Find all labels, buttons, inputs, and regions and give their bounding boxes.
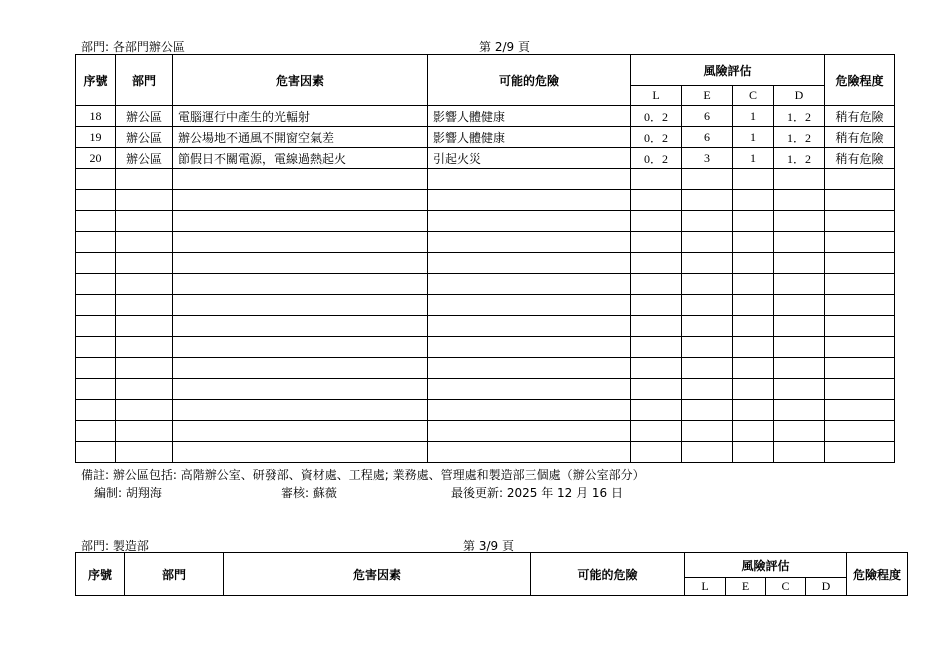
empty-cell bbox=[682, 253, 733, 274]
empty-cell bbox=[631, 211, 682, 232]
empty-cell bbox=[116, 316, 173, 337]
header-risk-evaluation: 風險評估 bbox=[685, 553, 847, 578]
empty-cell bbox=[76, 358, 116, 379]
note-text: 備註: 辦公區包括: 高階辦公室、研發部、資材處、工程處; 業務處、管理處和製造部三個處（辦公室部分） bbox=[81, 468, 645, 482]
cell-possible-risk: 引起火災 bbox=[428, 148, 631, 169]
empty-cell bbox=[173, 253, 428, 274]
empty-cell bbox=[733, 253, 774, 274]
table-row bbox=[76, 127, 895, 148]
empty-cell bbox=[631, 253, 682, 274]
empty-cell bbox=[733, 316, 774, 337]
empty-cell bbox=[825, 190, 895, 211]
empty-cell bbox=[116, 232, 173, 253]
header-e: E bbox=[682, 86, 733, 106]
empty-cell bbox=[825, 337, 895, 358]
empty-cell bbox=[774, 253, 825, 274]
header-l: L bbox=[631, 86, 682, 106]
reviewer-label: 審核: 蘇薇 bbox=[281, 486, 337, 500]
empty-cell bbox=[428, 232, 631, 253]
empty-cell bbox=[428, 379, 631, 400]
empty-cell bbox=[428, 211, 631, 232]
empty-row bbox=[76, 400, 895, 421]
empty-cell bbox=[774, 190, 825, 211]
empty-cell bbox=[733, 379, 774, 400]
empty-cell bbox=[774, 400, 825, 421]
empty-cell bbox=[631, 274, 682, 295]
empty-cell bbox=[682, 232, 733, 253]
empty-row bbox=[76, 316, 895, 337]
cell-risk-level: 稍有危險 bbox=[825, 106, 895, 127]
empty-cell bbox=[682, 211, 733, 232]
empty-cell bbox=[774, 232, 825, 253]
cell-d: 1．2 bbox=[774, 148, 825, 169]
cell-hazard: 辦公場地不通風不開窗空氣差 bbox=[173, 127, 428, 148]
header-possible-risk: 可能的危險 bbox=[428, 55, 631, 106]
empty-cell bbox=[682, 316, 733, 337]
empty-cell bbox=[76, 253, 116, 274]
header-l: L bbox=[685, 578, 726, 596]
empty-cell bbox=[631, 379, 682, 400]
empty-cell bbox=[428, 337, 631, 358]
empty-cell bbox=[173, 337, 428, 358]
empty-cell bbox=[428, 169, 631, 190]
empty-cell bbox=[76, 379, 116, 400]
empty-cell bbox=[825, 421, 895, 442]
cell-e: 6 bbox=[682, 127, 733, 148]
cell-hazard: 電腦運行中產生的光輻射 bbox=[173, 106, 428, 127]
empty-cell bbox=[825, 211, 895, 232]
empty-cell bbox=[76, 274, 116, 295]
empty-cell bbox=[428, 253, 631, 274]
cell-possible-risk: 影響人體健康 bbox=[428, 106, 631, 127]
cell-department: 辦公區 bbox=[116, 148, 173, 169]
empty-cell bbox=[173, 169, 428, 190]
empty-cell bbox=[631, 358, 682, 379]
empty-cell bbox=[116, 190, 173, 211]
empty-cell bbox=[825, 274, 895, 295]
empty-cell bbox=[428, 400, 631, 421]
header-c: C bbox=[733, 86, 774, 106]
empty-cell bbox=[825, 442, 895, 463]
empty-row bbox=[76, 232, 895, 253]
empty-cell bbox=[173, 442, 428, 463]
header-seq: 序號 bbox=[76, 55, 116, 106]
empty-row bbox=[76, 337, 895, 358]
empty-cell bbox=[733, 211, 774, 232]
empty-cell bbox=[116, 211, 173, 232]
empty-cell bbox=[116, 358, 173, 379]
empty-row bbox=[76, 190, 895, 211]
empty-row bbox=[76, 274, 895, 295]
empty-cell bbox=[173, 232, 428, 253]
empty-cell bbox=[76, 190, 116, 211]
empty-cell bbox=[76, 442, 116, 463]
empty-cell bbox=[631, 337, 682, 358]
empty-cell bbox=[774, 337, 825, 358]
empty-cell bbox=[825, 169, 895, 190]
header-risk-evaluation: 風險評估 bbox=[631, 55, 825, 86]
cell-hazard: 節假日不關電源，電線過熱起火 bbox=[173, 148, 428, 169]
empty-cell bbox=[682, 358, 733, 379]
empty-cell bbox=[116, 169, 173, 190]
page-number: 第 3/9 頁 bbox=[463, 539, 514, 553]
header-risk-level: 危險程度 bbox=[825, 55, 895, 106]
empty-cell bbox=[733, 337, 774, 358]
cell-seq: 18 bbox=[76, 106, 116, 127]
empty-cell bbox=[631, 190, 682, 211]
empty-cell bbox=[825, 358, 895, 379]
cell-l: 0．2 bbox=[631, 148, 682, 169]
empty-cell bbox=[428, 421, 631, 442]
empty-cell bbox=[76, 232, 116, 253]
empty-cell bbox=[733, 421, 774, 442]
cell-d: 1．2 bbox=[774, 127, 825, 148]
cell-e: 3 bbox=[682, 148, 733, 169]
empty-row bbox=[76, 379, 895, 400]
empty-cell bbox=[116, 253, 173, 274]
empty-cell bbox=[428, 442, 631, 463]
cell-c: 1 bbox=[733, 148, 774, 169]
cell-department: 辦公區 bbox=[116, 106, 173, 127]
empty-cell bbox=[76, 295, 116, 316]
empty-cell bbox=[774, 421, 825, 442]
empty-cell bbox=[428, 316, 631, 337]
empty-cell bbox=[428, 358, 631, 379]
header-hazard: 危害因素 bbox=[173, 55, 428, 106]
empty-cell bbox=[774, 274, 825, 295]
empty-cell bbox=[428, 274, 631, 295]
empty-cell bbox=[825, 400, 895, 421]
cell-e: 6 bbox=[682, 106, 733, 127]
empty-cell bbox=[825, 232, 895, 253]
empty-cell bbox=[116, 421, 173, 442]
empty-cell bbox=[825, 316, 895, 337]
department-label: 部門: 各部門辦公區 bbox=[81, 40, 185, 54]
empty-cell bbox=[774, 442, 825, 463]
cell-c: 1 bbox=[733, 106, 774, 127]
empty-cell bbox=[631, 232, 682, 253]
empty-cell bbox=[825, 295, 895, 316]
empty-cell bbox=[631, 295, 682, 316]
empty-cell bbox=[116, 295, 173, 316]
empty-row bbox=[76, 421, 895, 442]
empty-cell bbox=[173, 190, 428, 211]
empty-cell bbox=[733, 274, 774, 295]
cell-d: 1．2 bbox=[774, 106, 825, 127]
empty-cell bbox=[825, 253, 895, 274]
header-d: D bbox=[806, 578, 847, 596]
header-department: 部門 bbox=[125, 553, 224, 596]
empty-cell bbox=[733, 442, 774, 463]
header-d: D bbox=[774, 86, 825, 106]
empty-row bbox=[76, 295, 895, 316]
header-e: E bbox=[726, 578, 766, 596]
cell-seq: 19 bbox=[76, 127, 116, 148]
empty-cell bbox=[173, 274, 428, 295]
empty-cell bbox=[631, 316, 682, 337]
empty-row bbox=[76, 442, 895, 463]
empty-cell bbox=[76, 400, 116, 421]
editor-label: 編制: 胡翔海 bbox=[94, 486, 162, 500]
empty-cell bbox=[173, 211, 428, 232]
empty-cell bbox=[825, 379, 895, 400]
empty-cell bbox=[76, 337, 116, 358]
empty-cell bbox=[173, 295, 428, 316]
cell-possible-risk: 影響人體健康 bbox=[428, 127, 631, 148]
empty-cell bbox=[116, 379, 173, 400]
empty-cell bbox=[631, 169, 682, 190]
table-row bbox=[76, 106, 895, 127]
risk-table bbox=[75, 552, 908, 596]
empty-cell bbox=[774, 316, 825, 337]
cell-l: 0．2 bbox=[631, 106, 682, 127]
empty-cell bbox=[682, 295, 733, 316]
empty-cell bbox=[76, 211, 116, 232]
empty-row bbox=[76, 358, 895, 379]
header-seq: 序號 bbox=[76, 553, 125, 596]
empty-cell bbox=[116, 442, 173, 463]
cell-l: 0．2 bbox=[631, 127, 682, 148]
empty-cell bbox=[631, 400, 682, 421]
empty-cell bbox=[774, 169, 825, 190]
empty-cell bbox=[76, 316, 116, 337]
empty-cell bbox=[774, 211, 825, 232]
empty-cell bbox=[631, 442, 682, 463]
empty-cell bbox=[76, 421, 116, 442]
header-hazard: 危害因素 bbox=[224, 553, 531, 596]
empty-cell bbox=[682, 442, 733, 463]
risk-table bbox=[75, 54, 895, 463]
empty-row bbox=[76, 169, 895, 190]
empty-cell bbox=[733, 358, 774, 379]
empty-cell bbox=[173, 379, 428, 400]
empty-cell bbox=[173, 358, 428, 379]
empty-cell bbox=[733, 295, 774, 316]
empty-cell bbox=[116, 400, 173, 421]
empty-cell bbox=[631, 421, 682, 442]
empty-cell bbox=[774, 379, 825, 400]
empty-cell bbox=[428, 190, 631, 211]
empty-cell bbox=[682, 421, 733, 442]
empty-cell bbox=[682, 400, 733, 421]
empty-cell bbox=[682, 190, 733, 211]
header-department: 部門 bbox=[116, 55, 173, 106]
empty-cell bbox=[682, 274, 733, 295]
empty-row bbox=[76, 211, 895, 232]
cell-risk-level: 稍有危險 bbox=[825, 148, 895, 169]
header-possible-risk: 可能的危險 bbox=[531, 553, 685, 596]
empty-cell bbox=[733, 169, 774, 190]
cell-c: 1 bbox=[733, 127, 774, 148]
last-updated-label: 最後更新: 2025 年 12 月 16 日 bbox=[451, 486, 624, 500]
empty-cell bbox=[116, 274, 173, 295]
cell-seq: 20 bbox=[76, 148, 116, 169]
empty-cell bbox=[733, 232, 774, 253]
empty-cell bbox=[173, 400, 428, 421]
header-risk-level: 危險程度 bbox=[847, 553, 908, 596]
empty-cell bbox=[682, 337, 733, 358]
empty-cell bbox=[774, 358, 825, 379]
empty-cell bbox=[428, 295, 631, 316]
department-label: 部門: 製造部 bbox=[81, 539, 149, 553]
cell-risk-level: 稍有危險 bbox=[825, 127, 895, 148]
empty-cell bbox=[774, 295, 825, 316]
empty-cell bbox=[173, 421, 428, 442]
cell-department: 辦公區 bbox=[116, 127, 173, 148]
empty-cell bbox=[76, 169, 116, 190]
empty-cell bbox=[682, 379, 733, 400]
table-row bbox=[76, 148, 895, 169]
empty-rows bbox=[76, 169, 895, 463]
page-number: 第 2/9 頁 bbox=[479, 40, 530, 54]
header-c: C bbox=[766, 578, 806, 596]
empty-cell bbox=[733, 400, 774, 421]
empty-cell bbox=[733, 190, 774, 211]
empty-cell bbox=[173, 316, 428, 337]
empty-row bbox=[76, 253, 895, 274]
empty-cell bbox=[116, 337, 173, 358]
empty-cell bbox=[682, 169, 733, 190]
